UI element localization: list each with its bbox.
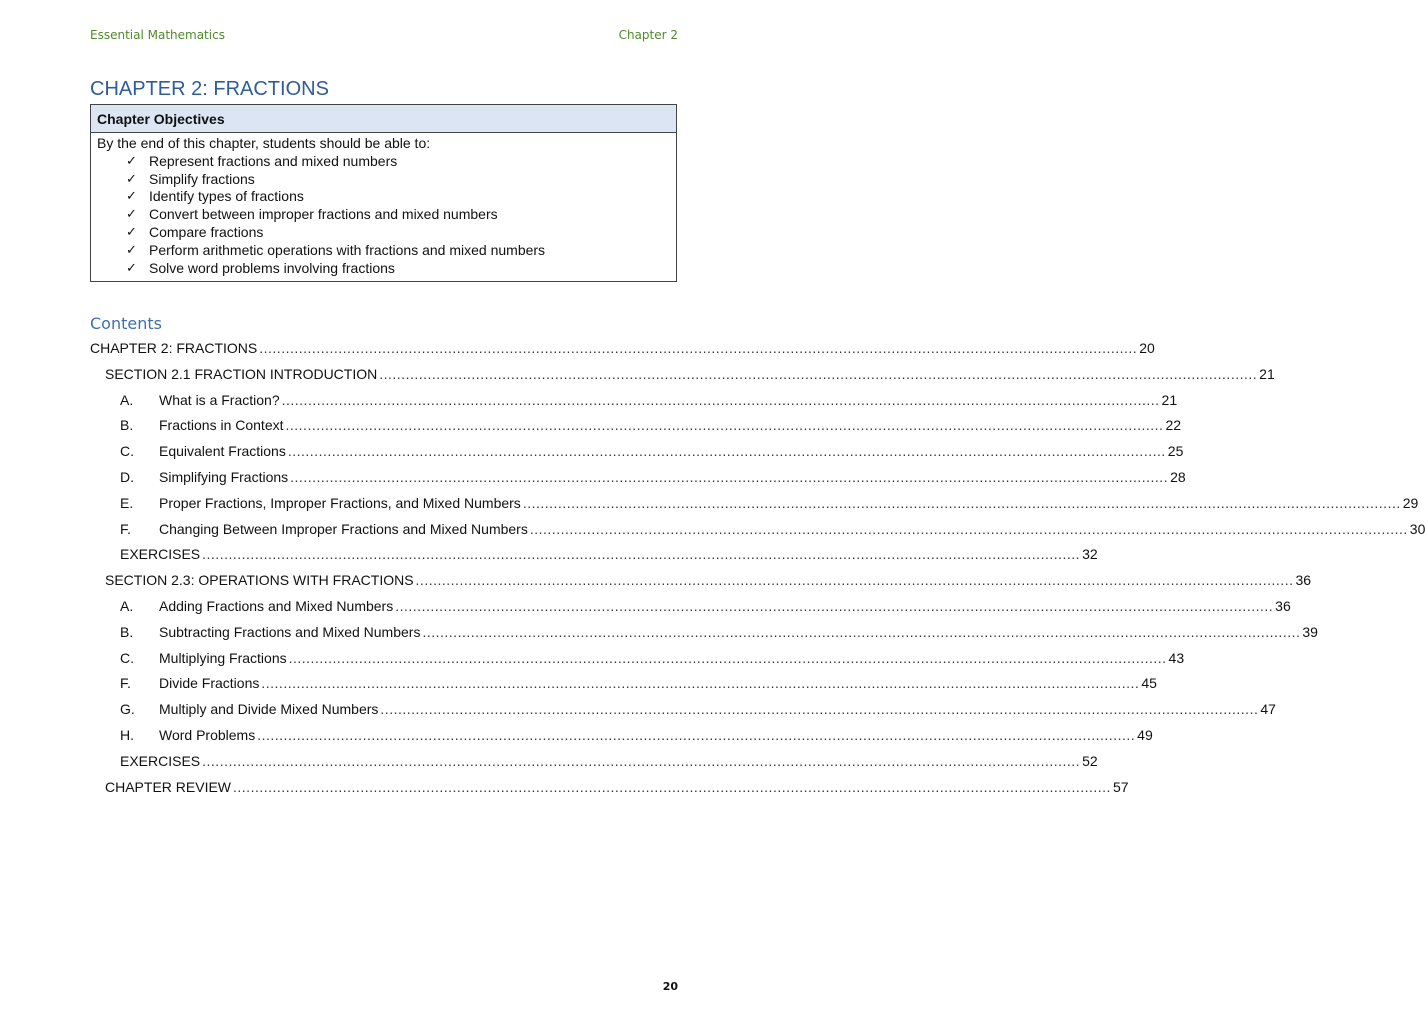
objective-item [123, 206, 670, 224]
toc-dot-leader: ........................................................................................................................................................................................................ [422, 623, 1301, 640]
toc-entry[interactable] [90, 494, 1419, 515]
objective-text: Simplify fractions [149, 170, 255, 187]
toc-entry-text: Proper Fractions, Improper Fractions, and Mixed Numbers [159, 494, 521, 511]
objectives-body [91, 133, 676, 281]
toc-entry-page: 21 [1161, 391, 1178, 408]
toc-entry-page: 47 [1260, 701, 1276, 718]
checkmark-icon: ✓ [126, 171, 137, 187]
toc-entry[interactable] [90, 520, 1425, 541]
toc-entry-letter: A. [120, 598, 134, 614]
toc-entry-text: SECTION 2.1 FRACTION INTRODUCTION [105, 365, 378, 382]
toc-dot-leader: ........................................................................................................................................................................................................ [380, 701, 1259, 718]
objective-item [123, 260, 670, 278]
toc-entry[interactable] [90, 572, 1312, 592]
objective-text: Identify types of fractions [149, 188, 304, 205]
toc-entry-text: CHAPTER 2: FRACTIONS [90, 340, 258, 356]
toc-entry-page: 36 [1295, 572, 1312, 589]
objective-text: Compare fractions [149, 223, 264, 240]
toc-dot-leader: ........................................................................................................................................................................................................ [290, 469, 1169, 485]
toc-entry-page: 36 [1275, 598, 1291, 614]
toc-entry[interactable] [90, 727, 1153, 747]
objectives-heading: Chapter Objectives [91, 105, 676, 133]
toc-entry-page: 52 [1082, 752, 1098, 769]
toc-entry-page: 57 [1112, 778, 1129, 795]
toc-entry-page: 28 [1170, 469, 1186, 485]
toc-dot-leader: ........................................................................................................................................................................................................ [259, 340, 1138, 356]
toc-entry[interactable] [90, 391, 1178, 412]
objectives-box [90, 104, 677, 282]
toc-entry-text: Divide Fractions [159, 675, 260, 692]
toc-entry-text: Subtracting Fractions and Mixed Numbers [159, 623, 421, 640]
running-header-chapter: Chapter 2 [618, 28, 678, 42]
toc-entry[interactable] [90, 469, 1186, 489]
toc-entry-page: 21 [1259, 365, 1275, 382]
toc-entry-page: 43 [1168, 649, 1185, 666]
toc-entry-text: What is a Fraction? [159, 391, 280, 408]
toc-entry-text: Fractions in Context [159, 417, 284, 434]
toc-entry[interactable] [90, 598, 1291, 618]
toc-entry-text: CHAPTER REVIEW [105, 778, 232, 795]
toc-entry[interactable] [90, 340, 1155, 360]
toc-entry-text: SECTION 2.3: OPERATIONS WITH FRACTIONS [105, 572, 414, 589]
objective-item [123, 153, 670, 171]
toc-dot-leader: ........................................................................................................................................................................................................ [415, 572, 1294, 589]
toc-entry[interactable] [90, 778, 1129, 799]
objective-text: Represent fractions and mixed numbers [149, 152, 398, 169]
objectives-list [97, 153, 670, 278]
objective-text: Solve word problems involving fractions [149, 259, 395, 276]
toc-dot-leader: ........................................................................................................................................................................................................ [202, 752, 1081, 769]
toc-entry-text: Changing Between Improper Fractions and Mixed Numbers [159, 520, 528, 537]
toc-entry-page: 25 [1167, 443, 1184, 460]
running-header-title: Essential Mathematics [90, 28, 225, 42]
contents-title: Contents [90, 314, 162, 333]
toc-dot-leader: ........................................................................................................................................................................................................ [522, 494, 1401, 511]
checkmark-icon: ✓ [126, 224, 137, 240]
toc-dot-leader: ........................................................................................................................................................................................................ [285, 417, 1164, 434]
toc-entry-letter: G. [120, 701, 135, 718]
toc-entry-page: 29 [1402, 494, 1419, 511]
toc-entry[interactable] [90, 546, 1098, 566]
objective-text: Convert between improper fractions and mixed numbers [149, 206, 498, 223]
toc-entry-letter: B. [120, 623, 134, 640]
toc-entry-letter: A. [120, 391, 134, 408]
toc-dot-leader: ........................................................................................................................................................................................................ [395, 598, 1274, 614]
toc-dot-leader: ........................................................................................................................................................................................................ [529, 520, 1408, 537]
objective-text: Perform arithmetic operations with fractions and mixed numbers [149, 241, 546, 258]
checkmark-icon: ✓ [126, 189, 137, 205]
toc-dot-leader: ........................................................................................................................................................................................................ [257, 727, 1136, 743]
toc-entry-letter: C. [120, 443, 134, 460]
toc-entry-text: EXERCISES [120, 546, 201, 563]
objectives-intro: By the end of this chapter, students should be able to: [97, 135, 431, 151]
toc-entry-page: 32 [1082, 546, 1098, 563]
toc-entry[interactable] [90, 675, 1157, 695]
toc-entry-text: Equivalent Fractions [159, 443, 286, 460]
toc-entry-page: 20 [1139, 340, 1155, 356]
toc-entry-letter: E. [120, 494, 134, 511]
toc-dot-leader: ........................................................................................................................................................................................................ [202, 546, 1081, 563]
toc-dot-leader: ........................................................................................................................................................................................................ [287, 443, 1166, 460]
objective-item [123, 224, 670, 242]
chapter-title: CHAPTER 2: FRACTIONS [90, 78, 329, 100]
toc-dot-leader: ........................................................................................................................................................................................................ [379, 365, 1258, 382]
toc-entry-text: EXERCISES [120, 752, 201, 769]
toc-entry[interactable] [90, 365, 1275, 386]
toc-entry[interactable] [90, 649, 1185, 670]
toc-dot-leader: ........................................................................................................................................................................................................ [233, 778, 1111, 795]
toc-dot-leader: ........................................................................................................................................................................................................ [261, 675, 1140, 692]
toc-entry[interactable] [90, 623, 1318, 644]
toc-entry-text: Simplifying Fractions [159, 469, 289, 485]
toc-entry-text: Word Problems [159, 727, 256, 743]
page-number: 20 [662, 980, 678, 993]
toc-entry-letter: B. [120, 417, 134, 434]
objective-item [123, 171, 670, 189]
checkmark-icon: ✓ [126, 207, 137, 223]
toc-entry-text: Adding Fractions and Mixed Numbers [159, 598, 394, 614]
toc-dot-leader: ........................................................................................................................................................................................................ [281, 391, 1160, 408]
checkmark-icon: ✓ [126, 242, 137, 258]
toc-entry-page: 30 [1409, 520, 1425, 537]
toc-entry-page: 49 [1137, 727, 1153, 743]
objective-item [123, 188, 670, 206]
toc-entry-letter: D. [120, 469, 134, 485]
toc-entry-page: 22 [1165, 417, 1182, 434]
toc-entry[interactable] [90, 701, 1276, 721]
checkmark-icon: ✓ [126, 153, 137, 169]
toc-entry-letter: C. [120, 649, 134, 666]
objective-item [123, 242, 670, 260]
toc-entry-text: Multiplying Fractions [159, 649, 287, 666]
toc-entry[interactable] [90, 443, 1184, 463]
toc-entry-letter: F. [120, 520, 131, 537]
toc-entry-letter: H. [120, 727, 134, 743]
toc-entry-page: 39 [1302, 623, 1318, 640]
toc-entry[interactable] [90, 752, 1098, 773]
checkmark-icon: ✓ [126, 260, 137, 276]
toc-entry[interactable] [90, 417, 1182, 437]
toc-dot-leader: ........................................................................................................................................................................................................ [288, 649, 1167, 666]
toc-entry-text: Multiply and Divide Mixed Numbers [159, 701, 379, 718]
toc-entry-letter: F. [120, 675, 131, 692]
toc-entry-page: 45 [1141, 675, 1157, 692]
